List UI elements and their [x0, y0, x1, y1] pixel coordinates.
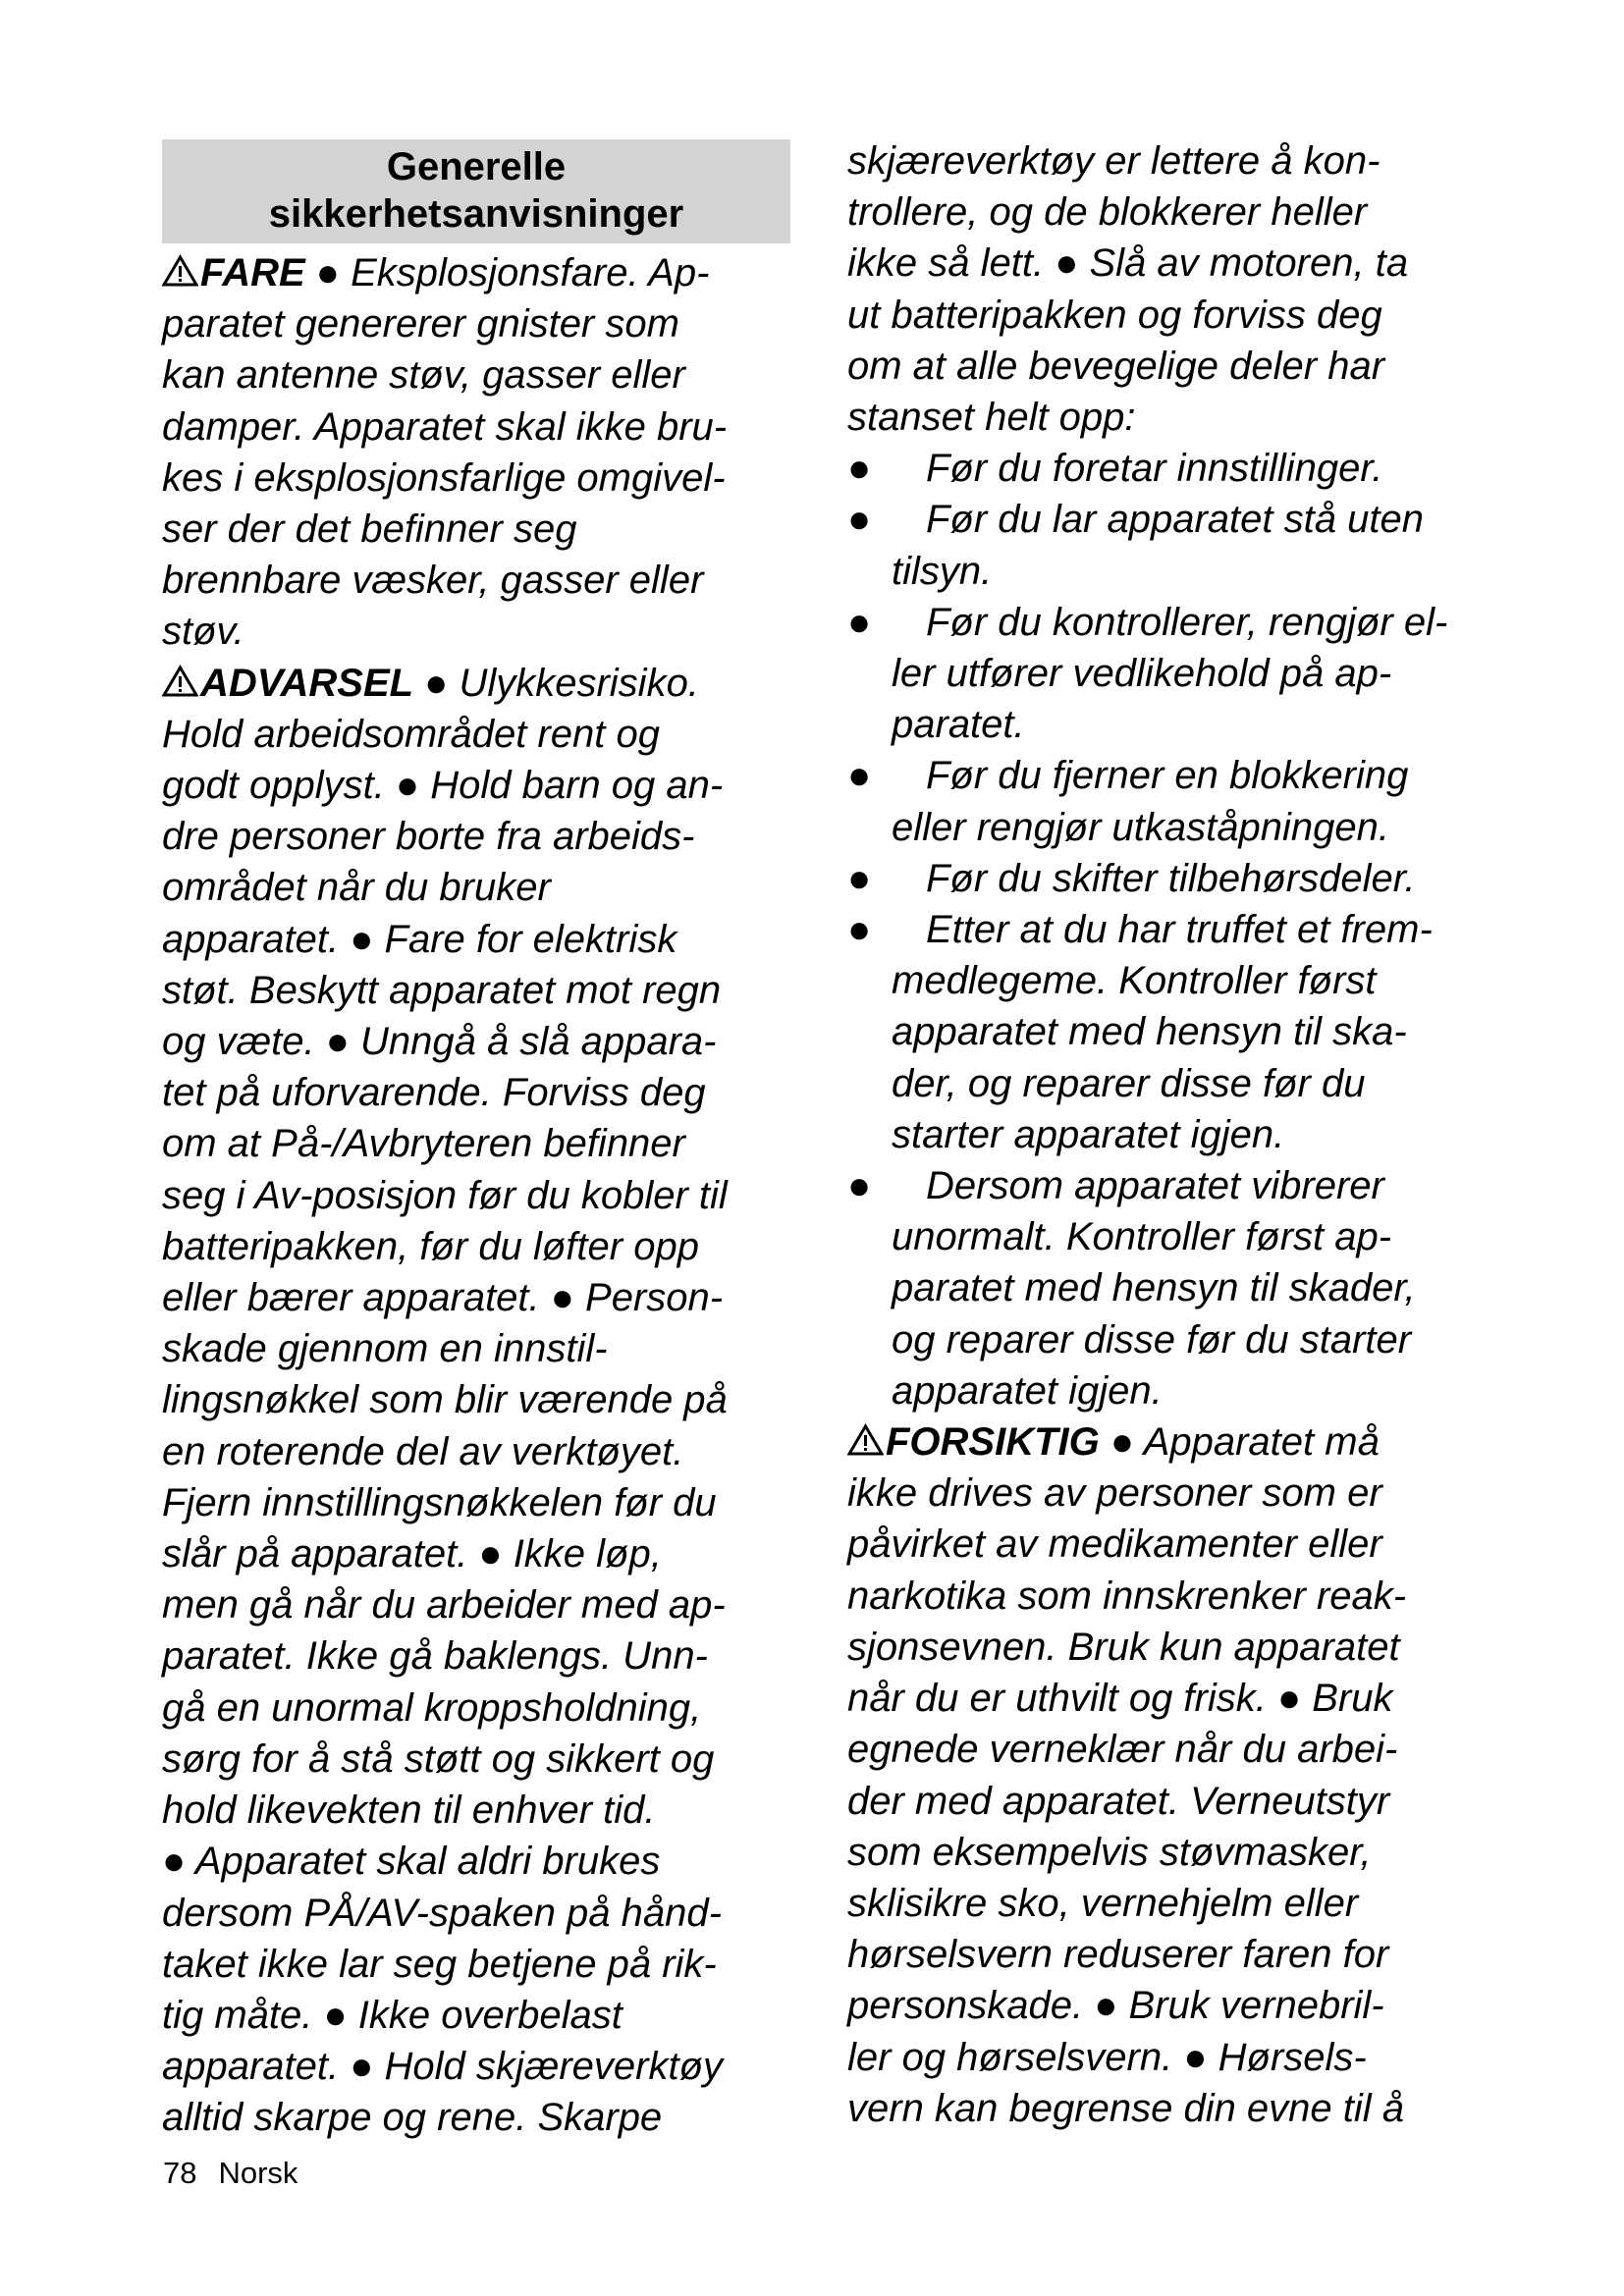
advarsel-line: dre personer borte fra arbeids- [162, 815, 695, 859]
forsiktig-line: når du er uthvilt og frisk. ● Bruk [847, 1677, 1393, 1721]
advarsel-line: tig måte. ● Ikke overbelast [162, 1993, 623, 2037]
list-item: ● Dersom apparatet vibrerer unormalt. Kontroller først ap- paratet med hensyn til skader, og reparer disse før du starter apparatet igjen. [847, 1160, 1525, 1416]
forsiktig-line: hørselsvern reduserer faren for [847, 1933, 1389, 1977]
warning-triangle-icon [847, 1423, 884, 1457]
forsiktig-paragraph [847, 1416, 1525, 2134]
page-number: 78 [163, 2156, 197, 2190]
forsiktig-line: egnede verneklær når du arbei- [847, 1728, 1398, 1772]
intro-line: skjæreverktøy er lettere å kon- [847, 139, 1380, 183]
advarsel-line: dersom PÅ/AV-spaken på hånd- [162, 1891, 722, 1935]
forsiktig-line: personskade. ● Bruk vernebril- [847, 1984, 1384, 2028]
bullet-icon: ● [847, 908, 872, 952]
advarsel-line: skade gjennom en innstil- [162, 1327, 608, 1371]
forsiktig-line: ikke drives av personer som er [847, 1471, 1382, 1516]
list-item: ● Før du kontrollerer, rengjør el- ler utfører vedlikehold på ap- paratet. [847, 597, 1525, 751]
fare-line: damper. Apparatet skal ikke bru- [162, 404, 728, 449]
fare-keyword: FARE [200, 251, 305, 294]
fare-paragraph [162, 247, 790, 658]
advarsel-line: eller bærer apparatet. ● Person- [162, 1276, 724, 1320]
list-item: ● Etter at du har truffet et frem- medlegeme. Kontroller først apparatet med hensyn til ska- der, og reparer disse før du starter apparatet igjen. [847, 904, 1525, 1160]
bullet-list [847, 443, 1525, 1416]
advarsel-line: området når du bruker [162, 866, 551, 910]
advarsel-line: støt. Beskytt apparatet mot regn [162, 968, 722, 1012]
forsiktig-line-0: FORSIKTIG ● Apparatet må [847, 1416, 1525, 1468]
intro-line: ikke så lett. ● Slå av motoren, ta [847, 241, 1409, 286]
intro-line: stanset helt opp: [847, 396, 1136, 440]
advarsel-line: men gå når du arbeider med ap- [162, 1583, 726, 1628]
right-column [847, 135, 1525, 2134]
warning-triangle-icon [162, 665, 198, 698]
fare-line: ser der det befinner seg [162, 507, 577, 552]
advarsel-line: seg i Av-posisjon før du kobler til [162, 1173, 728, 1217]
bullet-icon: ● [847, 498, 872, 542]
forsiktig-keyword: FORSIKTIG [886, 1420, 1100, 1465]
intro-line: ut batteripakken og forviss deg [847, 293, 1382, 337]
advarsel-line: sørg for å stå støtt og sikkert og [162, 1736, 715, 1781]
intro-paragraph [847, 135, 1525, 443]
bullet-icon: ● [847, 447, 872, 491]
advarsel-line: Hold arbeidsområdet rent og [162, 712, 660, 756]
fare-line: kes i eksplosjonsfarlige omgivel- [162, 455, 726, 500]
footer-language: Norsk [218, 2156, 298, 2190]
intro-line: trollere, og de blokkerer heller [847, 190, 1368, 235]
advarsel-line: apparatet. ● Hold skjæreverktøy [162, 2045, 724, 2089]
advarsel-line-0: ADVARSEL ● Ulykkesrisiko. [162, 658, 790, 709]
advarsel-keyword: ADVARSEL [200, 661, 414, 705]
forsiktig-line: ler og hørselsvern. ● Hørsels- [847, 2035, 1367, 2079]
advarsel-line: lingsnøkkel som blir værende på [162, 1378, 728, 1422]
advarsel-paragraph [162, 658, 790, 2144]
advarsel-line: godt opplyst. ● Hold barn og an- [162, 764, 724, 808]
list-item: ● Før du skifter tilbehørsdeler. [847, 853, 1525, 904]
bullet-icon: ● [847, 600, 872, 644]
page-footer [163, 2156, 298, 2191]
advarsel-line: en roterende del av verktøyet. [162, 1429, 684, 1473]
list-item: ● Før du fjerner en blokkering eller rengjør utkaståpningen. [847, 750, 1525, 852]
advarsel-line: alltid skarpe og rene. Skarpe [162, 2096, 663, 2140]
forsiktig-line: sklisikre sko, vernehjelm eller [847, 1881, 1359, 1925]
bullet-icon: ● [847, 754, 872, 798]
fare-line-0: FARE ● Eksplosjonsfare. Ap- [162, 247, 790, 298]
fare-line: kan antenne støv, gasser eller [162, 353, 685, 398]
forsiktig-line: vern kan begrense din evne til å [847, 2086, 1405, 2130]
bullet-icon: ● [847, 856, 872, 900]
forsiktig-line: der med apparatet. Verneutstyr [847, 1779, 1390, 1823]
left-column [162, 139, 790, 2144]
forsiktig-line: påvirket av medikamenter eller [847, 1522, 1382, 1567]
warning-triangle-icon [162, 254, 198, 288]
forsiktig-line: narkotika som innskrenker reak- [847, 1574, 1407, 1618]
fare-line: brennbare væsker, gasser eller [162, 559, 704, 603]
bullet-icon: ● [847, 1164, 872, 1208]
advarsel-line: taket ikke lar seg betjene på rik- [162, 1942, 717, 1986]
forsiktig-line: som eksempelvis støvmasker, [847, 1830, 1372, 1874]
intro-line: om at alle bevegelige deler har [847, 344, 1385, 388]
section-heading [162, 139, 790, 243]
list-item: ● Før du lar apparatet stå uten tilsyn. [847, 494, 1525, 596]
advarsel-line: om at På-/Avbryteren befinner [162, 1122, 685, 1166]
advarsel-line: Fjern innstillingsnøkkelen før du [162, 1480, 717, 1524]
advarsel-line: paratet. Ikke gå baklengs. Unn- [162, 1634, 708, 1679]
advarsel-line: og væte. ● Unngå å slå appara- [162, 1020, 717, 1064]
forsiktig-line: sjonsevnen. Bruk kun apparatet [847, 1625, 1400, 1669]
heading-line-1: Generelle [386, 145, 567, 188]
advarsel-line: tet på uforvarende. Forviss deg [162, 1071, 706, 1115]
advarsel-line: hold likevekten til enhver tid. [162, 1789, 656, 1833]
fare-line: paratet genererer gnister som [162, 302, 679, 347]
advarsel-line: slår på apparatet. ● Ikke løp, [162, 1532, 662, 1576]
heading-line-2: sikkerhetsanvisninger [268, 192, 684, 236]
advarsel-line: apparatet. ● Fare for elektrisk [162, 917, 677, 961]
fare-line: støv. [162, 610, 244, 654]
advarsel-line: batteripakken, før du løfter opp [162, 1224, 699, 1268]
advarsel-line: gå en unormal kroppsholdning, [162, 1685, 702, 1730]
list-item: ● Før du foretar innstillinger. [847, 443, 1525, 494]
advarsel-line: ● Apparatet skal aldri brukes [162, 1840, 661, 1884]
